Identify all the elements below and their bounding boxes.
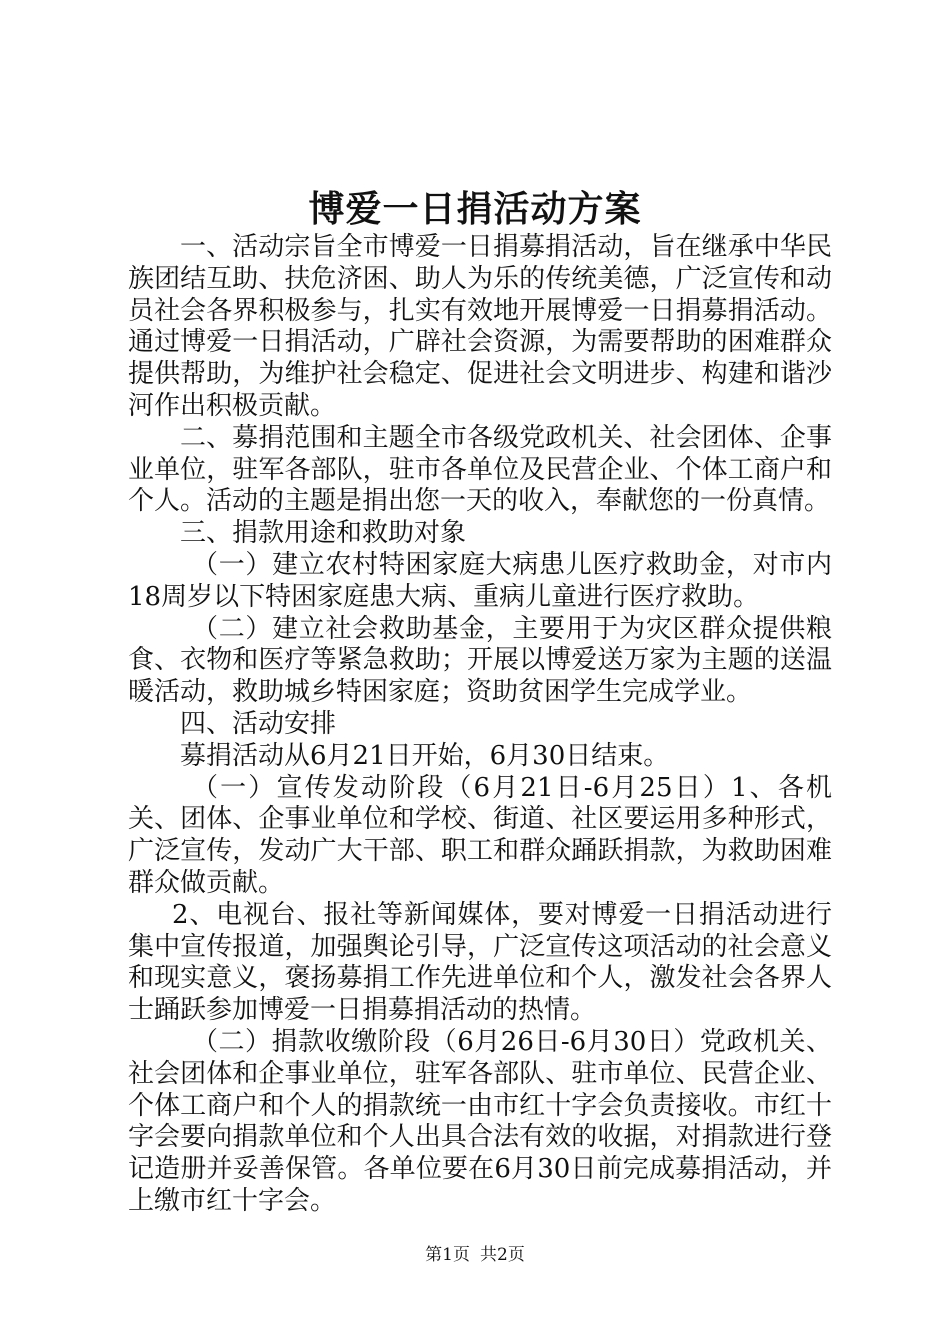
paragraph-usage-item-2: （二）建立社会救助基金，主要用于为灾区群众提供粮食、衣物和医疗等紧急救助；开展以博爱送万家为主题的送温暖活动，救助城乡特困家庭；资助贫困学生完成学业。 [128, 613, 832, 708]
paragraph-activity-dates: 募捐活动从6月21日开始，6月30日结束。 [180, 740, 670, 771]
heading-activity-schedule: 四、活动安排 [180, 708, 337, 739]
paragraph-collection-stage: （二）捐款收缴阶段（6月26日-6月30日）党政机关、社会团体和企事业单位，驻军各部队、驻市单位、民营企业、个体工商户和个人的捐款统一由市红十字会负责接收。市红十字会要向捐款单位和个人出具合法有效的收据，对捐款进行登记造册并妥善保管。各单位要在6月30日前完成募捐活动，并上缴市红十字会。 [128, 1026, 832, 1216]
paragraph-media-publicity: 2、电视台、报社等新闻媒体，要对博爱一日捐活动进行集中宣传报道，加强舆论引导，广泛宣传这项活动的社会意义和现实意义，褒扬募捐工作先进单位和个人，激发社会各界人士踊跃参加博爱一日捐募捐活动的热情。 [128, 899, 832, 1026]
heading-usage-recipients: 三、捐款用途和救助对象 [180, 518, 467, 549]
paragraph-purpose: 一、活动宗旨全市博爱一日捐募捐活动，旨在继承中华民族团结互助、扶危济困、助人为乐的传统美德，广泛宣传和动员社会各界积极参与，扎实有效地开展博爱一日捐募捐活动。通过博爱一日捐活动，广辟社会资源，为需要帮助的困难群众提供帮助，为维护社会稳定、促进社会文明进步、构建和谐沙河作出积极贡献。 [128, 232, 832, 421]
page-total: 共2页 [480, 1245, 525, 1265]
document-body [128, 232, 832, 1218]
paragraph-usage-item-1: （一）建立农村特困家庭大病患儿医疗救助金，对市内18周岁以下特困家庭患大病、重病儿童进行医疗救助。 [128, 549, 832, 612]
paragraph-scope-theme: 二、募捐范围和主题全市各级党政机关、社会团体、企事业单位，驻军各部队，驻市各单位及民营企业、个体工商户和个人。活动的主题是捐出您一天的收入，奉献您的一份真情。 [128, 422, 832, 517]
page-footer [0, 1244, 950, 1266]
paragraph-publicity-stage: （一）宣传发动阶段（6月21日-6月25日）1、各机关、团体、企事业单位和学校、街道、社区要运用多种形式，广泛宣传，发动广大干部、职工和群众踊跃捐款，为救助困难群众做贡献。 [128, 772, 832, 898]
document-title: 博爱一日捐活动方案 [308, 188, 642, 230]
page-number: 第1页 [425, 1245, 470, 1265]
